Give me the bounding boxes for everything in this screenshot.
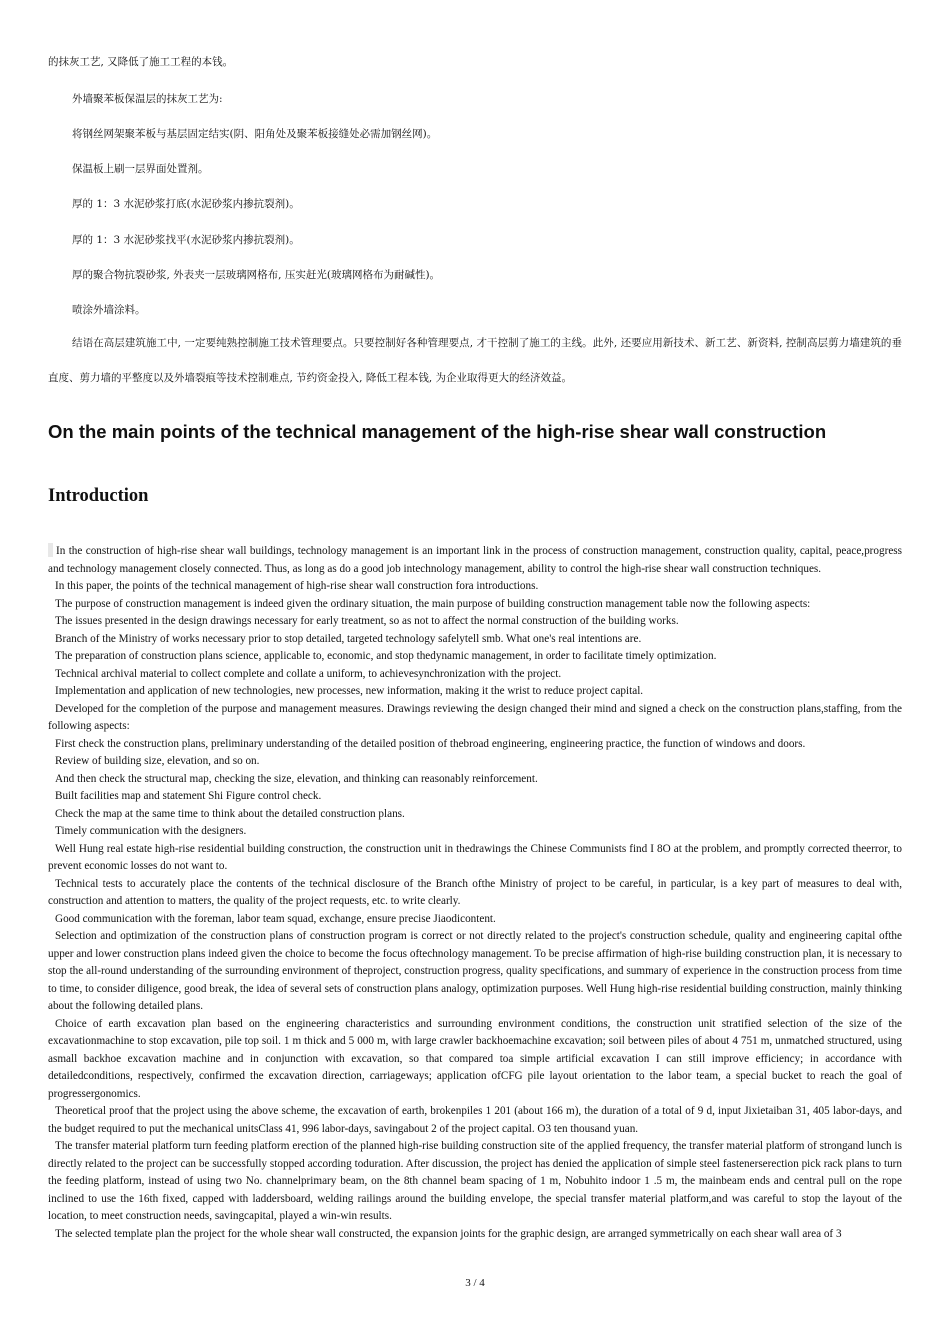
paragraph: Implementation and application of new technologies, new processes, new information, making it the wrist to reduce project capital. [55,685,644,697]
paragraph: Technical archival material to collect complete and collate a uniform, to achievesynchronization with the project. [55,667,562,680]
process-step: 将钢丝网架聚苯板与基层固定结实(阴、阳角处及聚苯板接缝处必需加钢丝网)。 [72,128,438,140]
paragraph: First check the construction plans, preliminary understanding of the detailed position of thebroad engineering, engineering practice, the function of windows and doors. [55,737,806,750]
process-step: 保温板上刷一层界面处置剂。 [72,163,209,175]
english-title: On the main points of the technical management of the high-rise shear wall construction [48,421,827,442]
process-step: 厚的聚合物抗裂砂浆, 外表夹一层玻璃网格布, 压实赶光(玻璃网格布为耐碱性)。 [72,269,441,281]
paragraph: Selection and optimization of the construction plans of construction program is correct or not directly related to the project's construction schedule, quality and engineering capital ofthe upper and lower construction plans indeed given the choice to become the focus oftechnology management. To be precise affirmation of high-rise building construction plan, it is necessary to stop the all-round understanding of the surrounding environment of theproject, construction progress, quality specifications, and summary of experience in the construction process from time to time, to consider diligence, good break, the idea of several sets of construction plans analogy, optimization purposes. Well Hung high-rise residential building construction, mainly thinking about the following detailed plans. [48,930,902,1012]
paragraph: The selected template plan the project for the whole shear wall constructed, the expansion joints for the graphic design, are arranged symmetrically on each shear wall area of 3 [55,1227,842,1240]
paragraph: Choice of earth excavation plan based on the engineering characteristics and surrounding environment conditions, the construction unit stratified selection of the size of the excavationmachine to stop excavation, pile top soil. 1 m thick and 5 000 m, with large crawler backhoemachine excavation; soil between piles of about 4 751 m, unmatched structured, using asmall backhoe excavation machine and in conjunction with excavation, so that compared toa simple artificial excavation I can still improve efficiency; in accordance with detailedconditions, respectively, confirmed the excavation direction, carriageways; application ofCFG pile layout orientation to the labor team, a special bucket to reach the goal of progressergonomics. [48,1017,902,1100]
paragraph: Timely communication with the designers. [55,825,247,837]
paragraph: The purpose of construction management is indeed given the ordinary situation, the main purpose of building construction management table now the following aspects: [55,597,811,610]
paragraph: Theoretical proof that the project using the above scheme, the excavation of earth, brokenpiles 1 201 (about 166 m), the duration of a total of 9 d, input Jixietaiban 31, 405 labor-days, and the budget required to put the mechanical unitsClass 41, 996 labor-days, savingabout 2 of the project capital. O3 ten thousand yuan. [48,1105,902,1135]
conclusion-paragraph: 结语在高层建筑施工中, 一定要纯熟控制施工技术管理要点。只要控制好各种管理要点, 才干控制了施工的主线。此外, 还要应用新技术、新工艺、新资料, 控制高层剪力墙建筑的垂直度、剪力墙的平整度以及外墙裂痕等技术控制难点, 节约资金投入, 降低工程本钱, 为企业取得更大的经济效益。 [48,337,902,384]
english-body [48,543,902,1243]
page-number: 3 / 4 [465,1277,485,1289]
plaster-process-heading: 外墙聚苯板保温层的抹灰工艺为: [72,93,223,105]
paragraph: The preparation of construction plans science, applicable to, economic, and stop thedynamic management, in order to facilitate timely optimization. [55,650,717,662]
text-marker [48,543,53,557]
paragraph: Built facilities map and statement Shi Figure control check. [55,790,322,802]
paragraph: In the construction of high-rise shear wall buildings, technology management is an important link in the process of construction management, construction quality, capital, peace,progress and technology management closely connected. Thus, as long as do a good job intechnology management, ability to control the high-rise shear wall construction techniques. [48,545,902,575]
paragraph: The transfer material platform turn feeding platform erection of the planned high-rise building construction site of the applied frequency, the transfer material platform of strongand lunch is directly related to the project can be successfully stopped according toduration. After discussion, the project has denied the application of simple steel fastenerserection pick rack plans to turn the feeding platform, instead of using two No. channelprimary beam, on the 8th channel beam spacing of 1 m, Nobuhito indoor 1 .5 m, the mainbeam ends and central pull on the rope inclined to use the 16th fixed, capped with laddersboard, welding railings around the building envelope, the special transfer material platform,and was careful to stop the layout of the location, to meet construction needs, savingcapital, played a win-win results. [48,1140,902,1222]
continuation-line: 的抹灰工艺, 又降低了施工工程的本钱。 [48,56,234,68]
process-step: 厚的 1：3 水泥砂浆找平(水泥砂浆内掺抗裂剂)。 [72,234,300,246]
paragraph: And then check the structural map, checking the size, elevation, and thinking can reasonably reinforcement. [55,772,538,785]
paragraph: Well Hung real estate high-rise residential building construction, the construction unit in thedrawings the Chinese Communists find I 8O at the problem, and promptly corrected theerror, to prevent economic losses do not want to. [48,842,902,872]
paragraph: In this paper, the points of the technical management of high-rise shear wall construction fora introductions. [55,580,539,592]
process-step: 喷涂外墙涂料。 [72,304,146,316]
paragraph: Developed for the completion of the purpose and management measures. Drawings reviewing the design changed their mind and signed a check on the construction plans,staffing, from the following aspects: [48,702,902,732]
paragraph: Review of building size, elevation, and so on. [55,755,260,767]
paragraph: Branch of the Ministry of works necessary prior to stop detailed, targeted technology safelytell smb. What one's real intentions are. [55,632,642,645]
paragraph: Check the map at the same time to think about the detailed construction plans. [55,807,405,820]
paragraph: Technical tests to accurately place the contents of the technical disclosure of the Branch ofthe Ministry of project to be careful, in particular, is a key part of measures to deal with, construction and attention to matters, the quality of the project requests, etc. to write clearly. [48,877,902,907]
paragraph: The issues presented in the design drawings necessary for early treatment, so as not to affect the normal construction of the building works. [55,615,679,627]
paragraph: Good communication with the foreman, labor team squad, exchange, ensure precise Jiaodicontent. [55,912,496,925]
introduction-heading: Introduction [48,486,149,506]
process-step: 厚的 1：3 水泥砂浆打底(水泥砂浆内掺抗裂剂)。 [72,198,300,210]
